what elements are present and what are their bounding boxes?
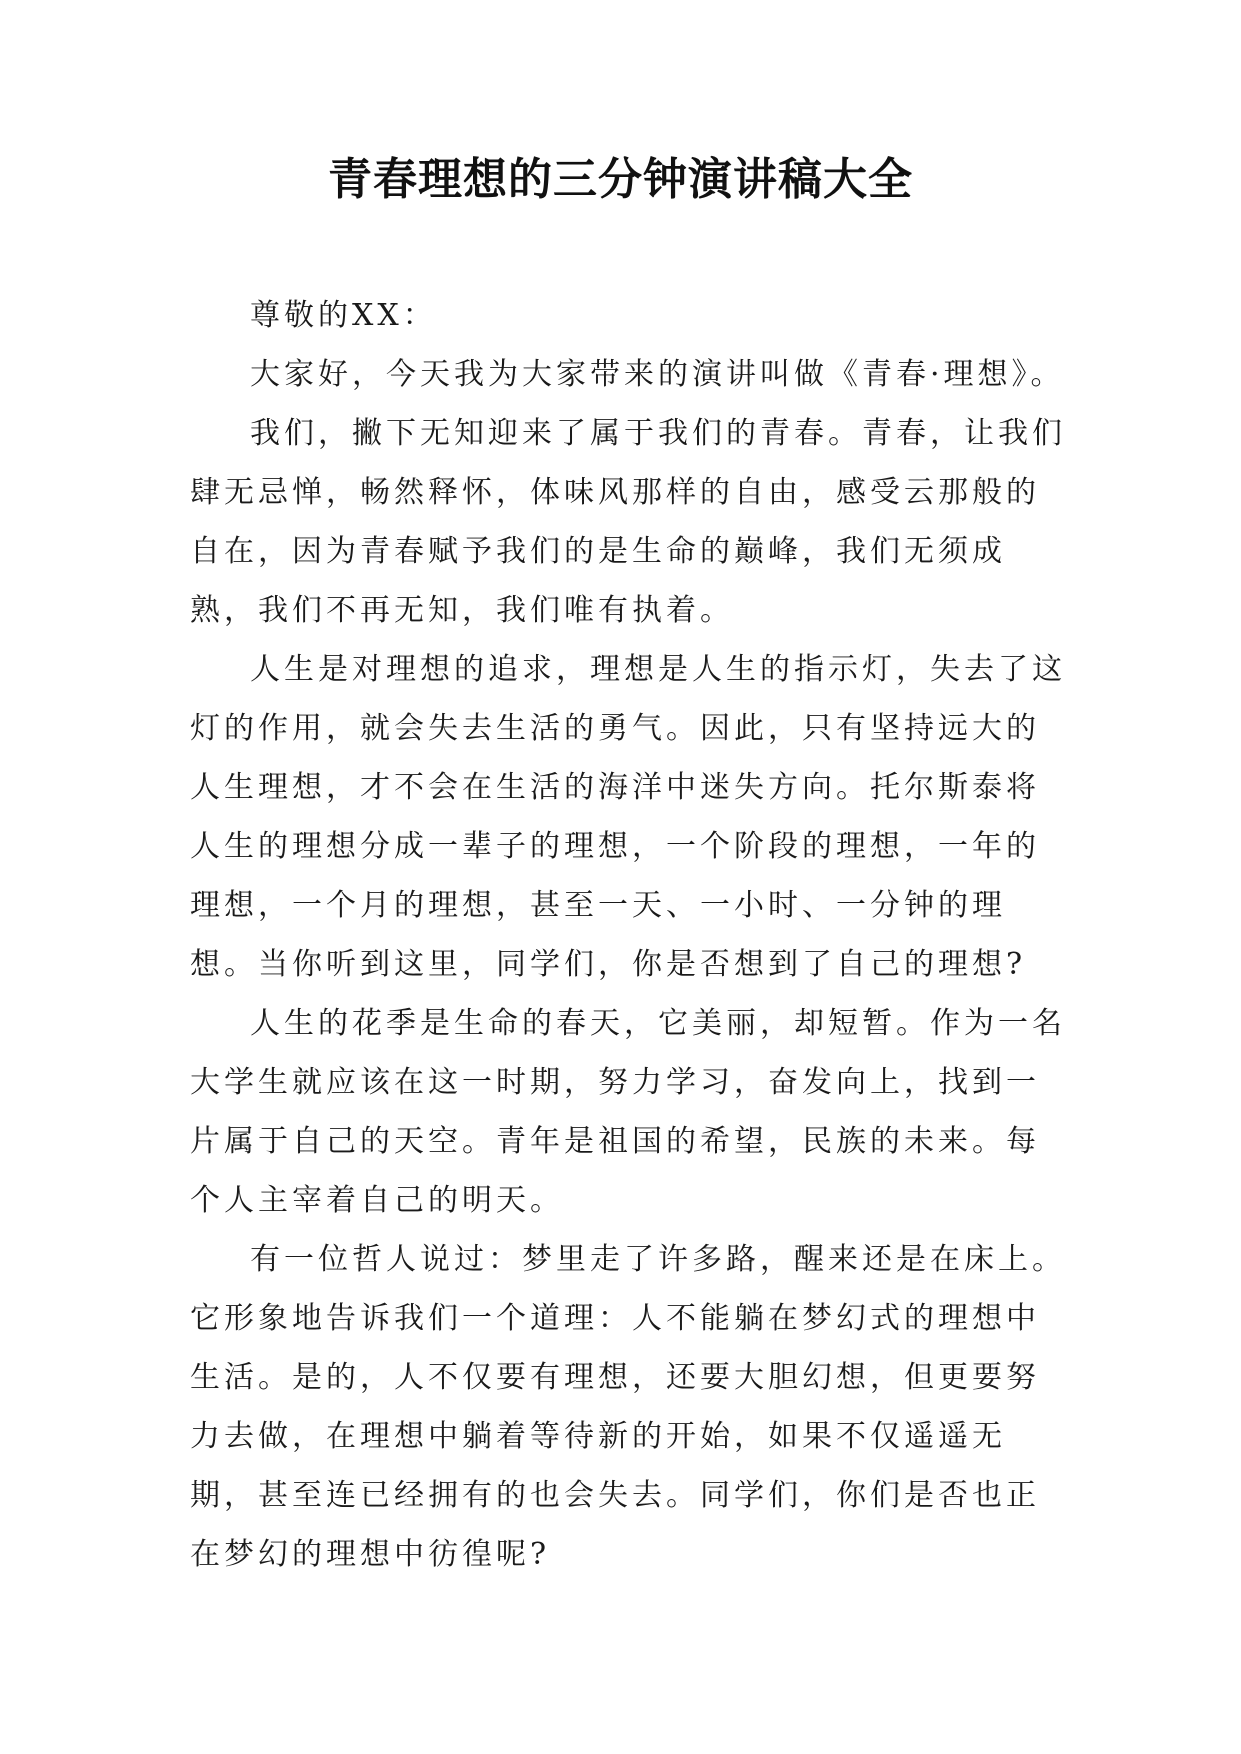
body-paragraph: 大家好，今天我为大家带来的演讲叫做《青春·理想》。	[250, 357, 1065, 392]
body-paragraph: 有一位哲人说过：梦里走了许多路，醒来还是在床上。它形象地告诉我们一个道理：人不能躺在梦幻式的理想中生活。是的，人不仅要有理想，还要大胆幻想，但更要努力去做，在理想中躺着等待新的开始，如果不仅遥遥无期，甚至连已经拥有的也会失去。同学们，你们是否也正在梦幻的理想中彷徨呢?	[190, 1242, 1066, 1572]
body-paragraph: 我们，撇下无知迎来了属于我们的青春。青春，让我们肆无忌惮，畅然释怀，体味风那样的自由，感受云那般的自在，因为青春赋予我们的是生命的巅峰，我们无须成熟，我们不再无知，我们唯有执着。	[190, 416, 1066, 628]
document-body	[190, 286, 1070, 1584]
salutation-paragraph: 尊敬的XX：	[250, 298, 437, 333]
body-paragraph: 人生是对理想的追求，理想是人生的指示灯，失去了这灯的作用，就会失去生活的勇气。因此，只有坚持远大的人生理想，才不会在生活的海洋中迷失方向。托尔斯泰将人生的理想分成一辈子的理想，一个阶段的理想，一年的理想，一个月的理想，甚至一天、一小时、一分钟的理想。当你听到这里，同学们，你是否想到了自己的理想?	[190, 652, 1066, 982]
document-title: 青春理想的三分钟演讲稿大全	[328, 154, 913, 205]
body-paragraph: 人生的花季是生命的春天，它美丽，却短暂。作为一名大学生就应该在这一时期，努力学习，奋发向上，找到一片属于自己的天空。青年是祖国的希望，民族的未来。每个人主宰着自己的明天。	[190, 1006, 1066, 1218]
